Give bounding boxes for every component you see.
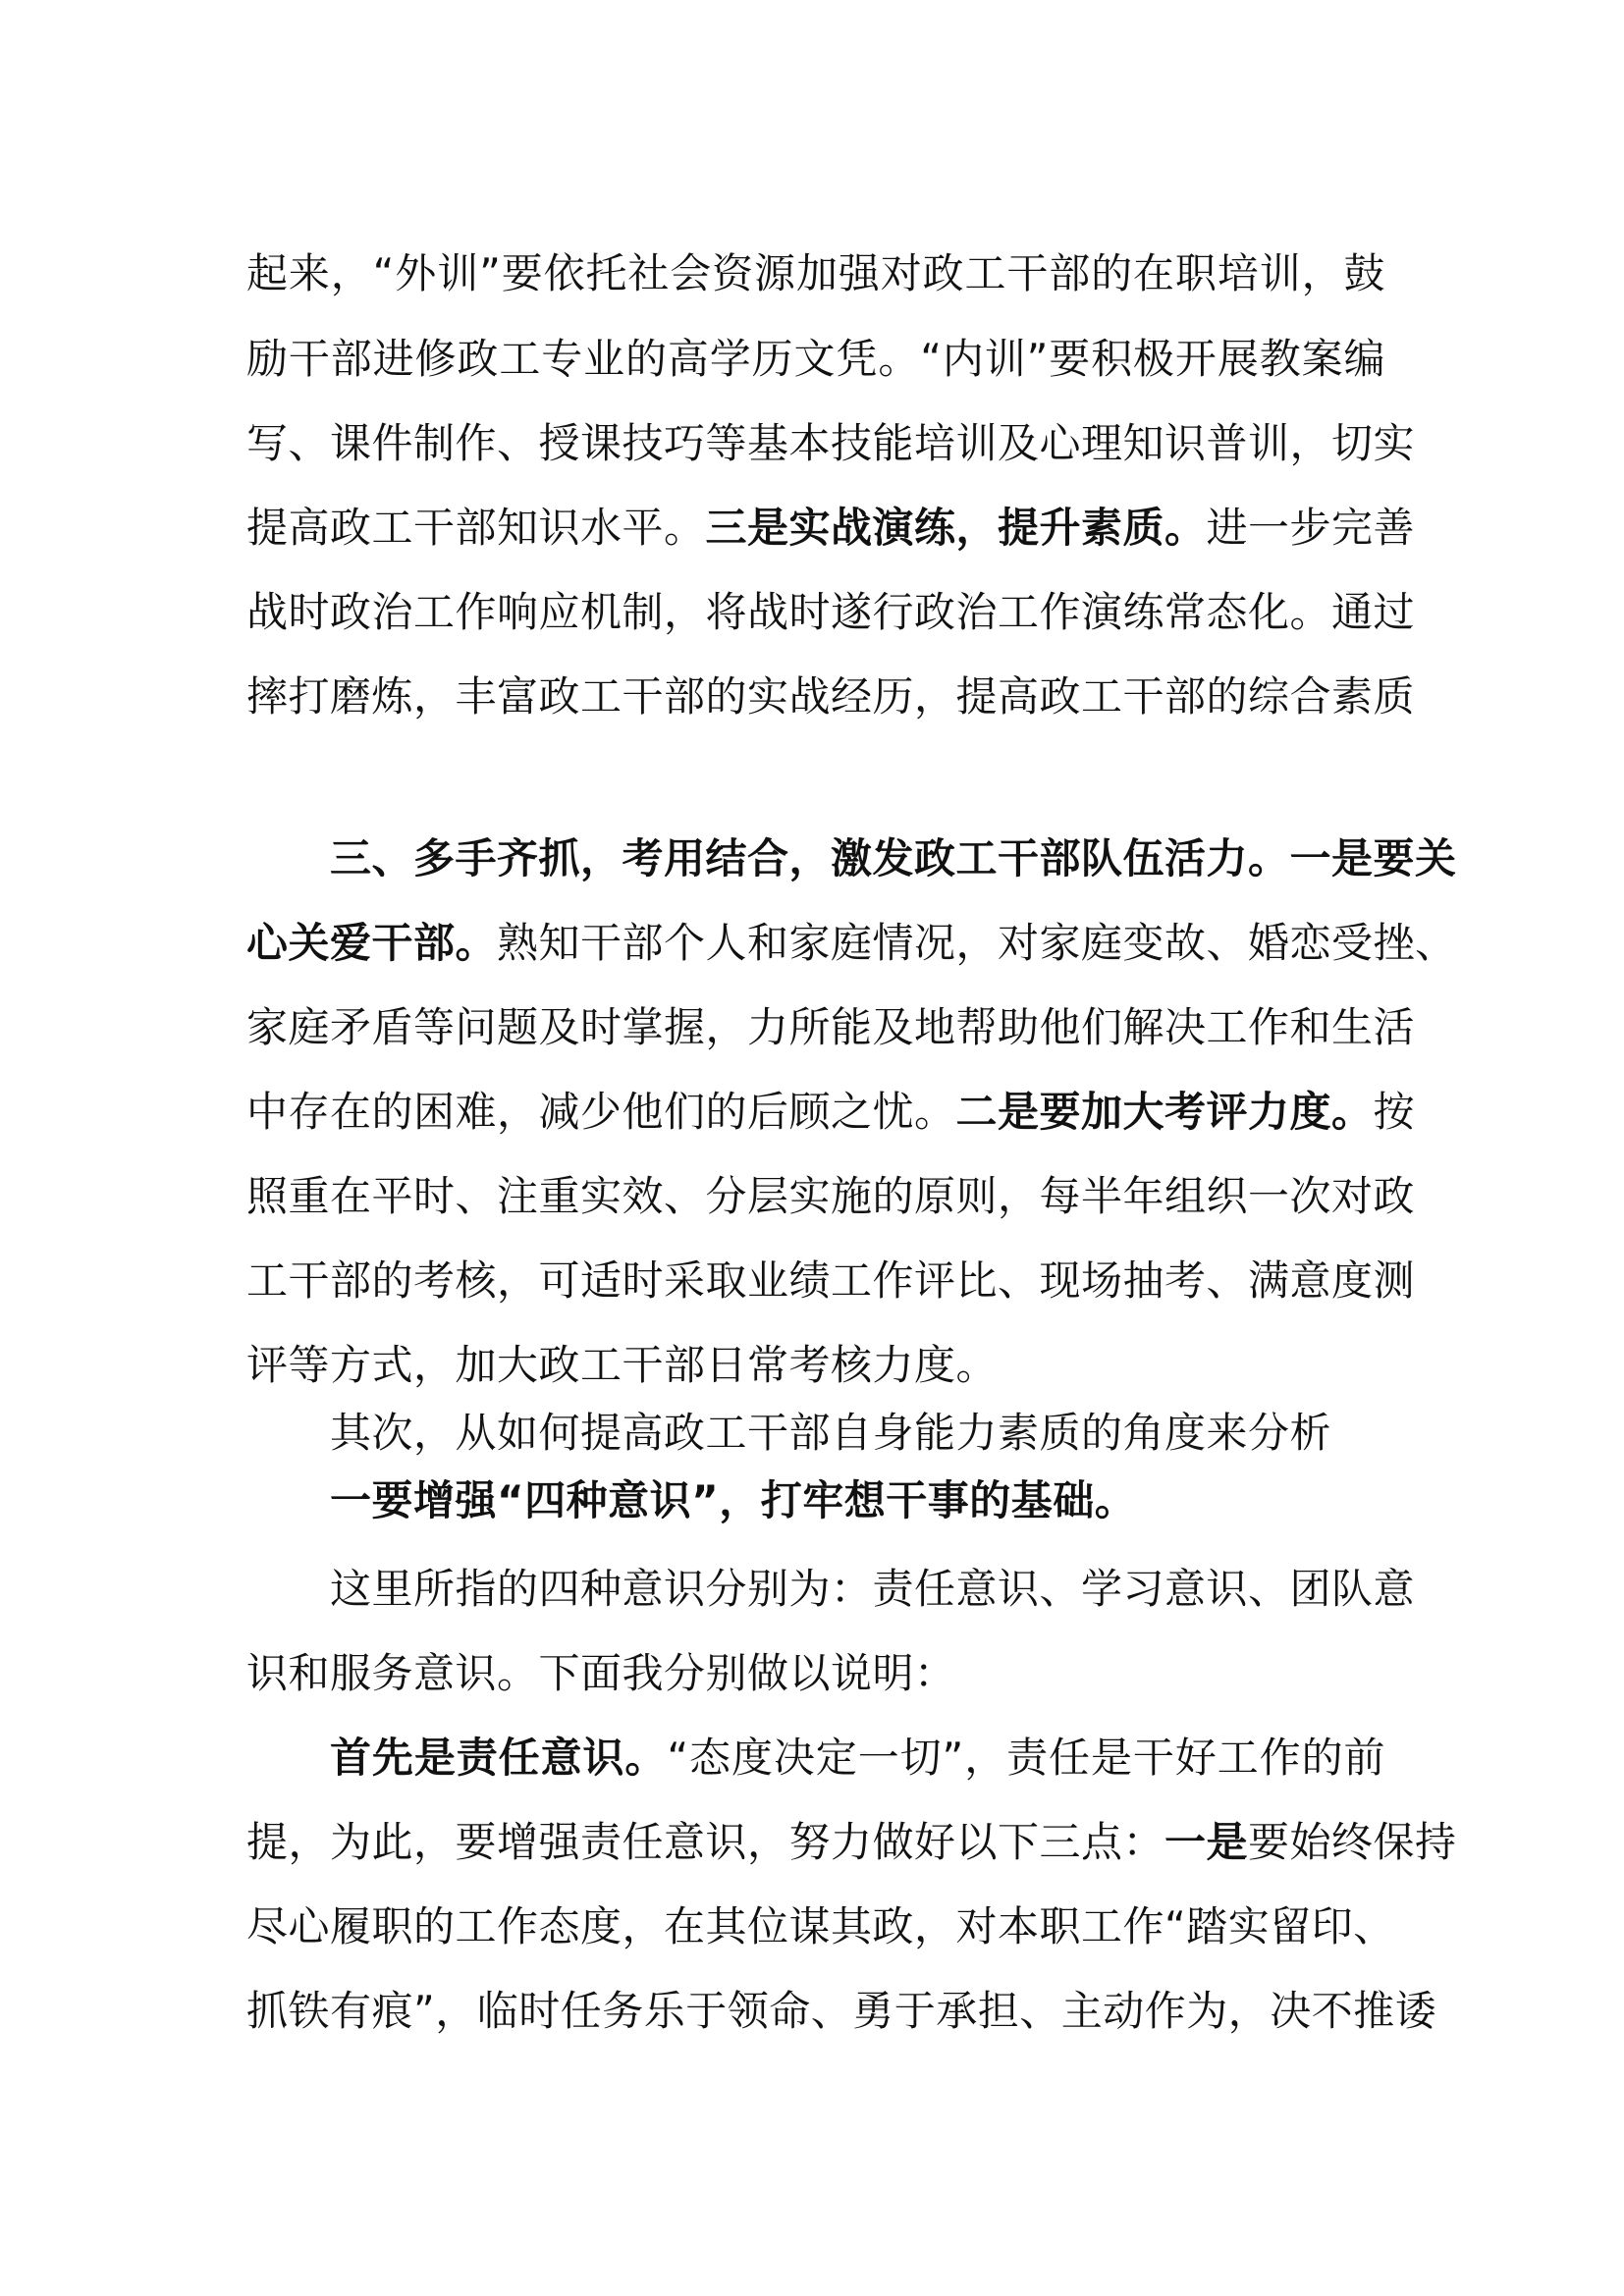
bold-phrase: 三是实战演练，提升素质。: [705, 504, 1207, 552]
text-line-9: 家庭矛盾等问题及时掌握，力所能及地帮助他们解决工作和生活: [246, 1003, 1416, 1051]
text-line-3: 写、课件制作、授课技巧等基本技能培训及心理知识普训，切实: [246, 419, 1416, 467]
text-line-21: 抓铁有痕”，临时任务乐于领命、勇于承担、主动作为，决不推诿: [246, 1987, 1437, 2035]
bold-phrase: 一是: [1164, 1818, 1249, 1866]
text-line-14: 其次，从如何提高政工干部自身能力素质的角度来分析: [330, 1409, 1332, 1457]
bold-phrase: 首先是责任意识。: [330, 1734, 668, 1782]
text-line-6: 摔打磨炼，丰富政工干部的实战经历，提高政工干部的综合素质: [246, 672, 1416, 721]
text-line-13: 评等方式，加大政工干部日常考核力度。: [246, 1341, 999, 1389]
text-line-1: 起来，“外训”要依托社会资源加强对政工干部的在职培训，鼓: [246, 249, 1385, 297]
bold-phrase: 心关爱干部。: [246, 919, 498, 967]
text-line-12: 工干部的考核，可适时采取业绩工作评比、现场抽考、满意度测: [246, 1256, 1416, 1305]
text-line-4: 提高政工干部知识水平。三是实战演练，提升素质。进一步完善: [246, 504, 1416, 552]
text-line-16: 这里所指的四种意识分别为：责任意识、学习意识、团队意: [330, 1565, 1416, 1613]
text-line-8: 心关爱干部。熟知干部个人和家庭情况，对家庭变故、婚恋受挫、: [246, 919, 1457, 967]
text-line-10: 中存在的困难，减少他们的后顾之忧。二是要加大考评力度。按: [246, 1088, 1416, 1136]
text-line-5: 战时政治工作响应机制，将战时遂行政治工作演练常态化。通过: [246, 588, 1416, 636]
text-line-20: 尽心履职的工作态度，在其位谋其政，对本职工作“踏实留印、: [246, 1902, 1395, 1950]
text-line-19: 提，为此，要增强责任意识，努力做好以下三点：一是要始终保持: [246, 1818, 1457, 1866]
text-line-2: 励干部进修政工专业的高学历文凭。“内训”要积极开展教案编: [246, 335, 1385, 383]
text-line-11: 照重在平时、注重实效、分层实施的原则，每半年组织一次对政: [246, 1172, 1416, 1220]
text-line-18: 首先是责任意识。“态度决定一切”，责任是干好工作的前: [330, 1734, 1385, 1782]
section-heading-3: 三、多手齐抓，考用结合，激发政工干部队伍活力。一是要关: [330, 834, 1457, 882]
bold-phrase: 二是要加大考评力度。: [955, 1088, 1374, 1136]
text-line-17: 识和服务意识。下面我分别做以说明：: [246, 1649, 956, 1697]
subheading-four-awareness: 一要增强“四种意识”，打牢想干事的基础。: [330, 1476, 1137, 1524]
